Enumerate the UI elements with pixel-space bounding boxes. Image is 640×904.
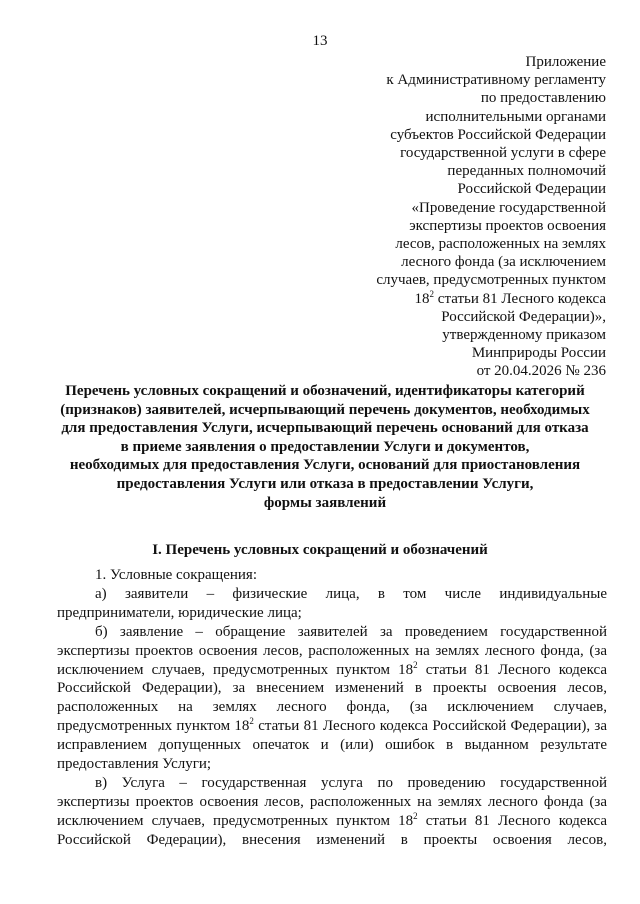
appendix-line: от 20.04.2026 № 236 — [476, 363, 606, 380]
text-span: статьи 81 Лесного кодекса Российской Федерации), внесения изменений в проекты освоения лесов, — [57, 812, 607, 848]
appendix-line: субъектов Российской Федерации — [390, 126, 606, 143]
superscript: 2 — [249, 716, 254, 727]
appendix-line: по предоставлению — [480, 90, 606, 107]
title-line: необходимых для предоставления Услуги, оснований для приостановления — [69, 457, 581, 474]
body-text — [57, 566, 607, 850]
appendix-line — [276, 290, 606, 308]
title-line: предоставления Услуги или отказа в предоставлении Услуги, — [116, 475, 534, 492]
appendix-line: экспертизы проектов освоения — [409, 217, 606, 234]
appendix-line: случаев, предусмотренных пунктом — [376, 272, 606, 289]
appendix-line: Приложение — [525, 54, 606, 70]
paragraph-item-a: а) заявители – физические лица, в том числе индивидуальные предприниматели, юридические лица; — [57, 585, 607, 621]
text-span: в) Услуга – государственная услуга по проведению государственной экспертизы проектов освоения лесов, расположенных на землях лесного фонда (за исключением случаев, предусмотренных пунктом 18 — [57, 774, 607, 829]
title-line: Перечень условных сокращений и обозначений, идентификаторы категорий — [65, 383, 585, 399]
appendix-line: лесов, расположенных на землях — [395, 236, 606, 253]
title-line: для предоставления Услуги, исчерпывающий перечень оснований для отказа — [61, 420, 589, 437]
appendix-line: к Административному регламенту — [386, 72, 606, 89]
appendix-line: исполнительными органами — [425, 108, 606, 125]
paragraph-item-c — [57, 774, 607, 850]
title-line: в приеме заявления о предоставлении Услуги и документов, — [120, 438, 530, 455]
appendix-line: Минприроды России — [471, 345, 606, 362]
text-span: статьи 81 Лесного кодекса Российской Федерации), за внесением изменений в проекты освоения лесов, расположенных на землях лесного фонда, (за исключением случаев, предусмотренных пунктом 18 — [57, 661, 607, 735]
title-line: (признаков) заявителей, исчерпывающий перечень документов, необходимых — [60, 401, 590, 418]
text-span: б) заявление – обращение заявителей за проведением государственной экспертизы проектов освоения лесов, расположенных на землях лесного фонда, (за исключением случаев, предусмотренных пунктом 18 — [57, 623, 607, 678]
title-line: формы заявлений — [263, 494, 387, 511]
appendix-line: переданных полномочий — [447, 163, 606, 180]
appendix-line: лесного фонда (за исключением — [401, 254, 606, 271]
appendix-block — [276, 53, 606, 381]
appendix-line: Российской Федерации — [457, 181, 606, 198]
paragraph-item-b — [57, 623, 607, 774]
text-span: статьи 81 Лесного кодекса Российской Федерации), за исправлением допущенных опечаток и (или) ошибок в выданном результате предоставления Услуги; — [57, 718, 608, 773]
clause-superscript: 2 — [429, 288, 435, 299]
appendix-line: Российской Федерации)», — [441, 308, 606, 325]
appendix-line: утвержденному приказом — [442, 327, 606, 344]
superscript: 2 — [413, 659, 418, 670]
document-title — [40, 382, 610, 512]
paragraph-item-1: 1. Условные сокращения: — [95, 567, 257, 583]
appendix-line: «Проведение государственной — [411, 199, 606, 216]
section-heading: I. Перечень условных сокращений и обозначений — [152, 542, 488, 558]
page-number: 13 — [312, 33, 328, 49]
appendix-line: государственной услуги в сфере — [400, 145, 606, 162]
superscript: 2 — [413, 810, 418, 821]
appendix-line-text: статьи 81 Лесного кодекса — [437, 290, 606, 307]
clause-number: 18 — [414, 290, 430, 307]
